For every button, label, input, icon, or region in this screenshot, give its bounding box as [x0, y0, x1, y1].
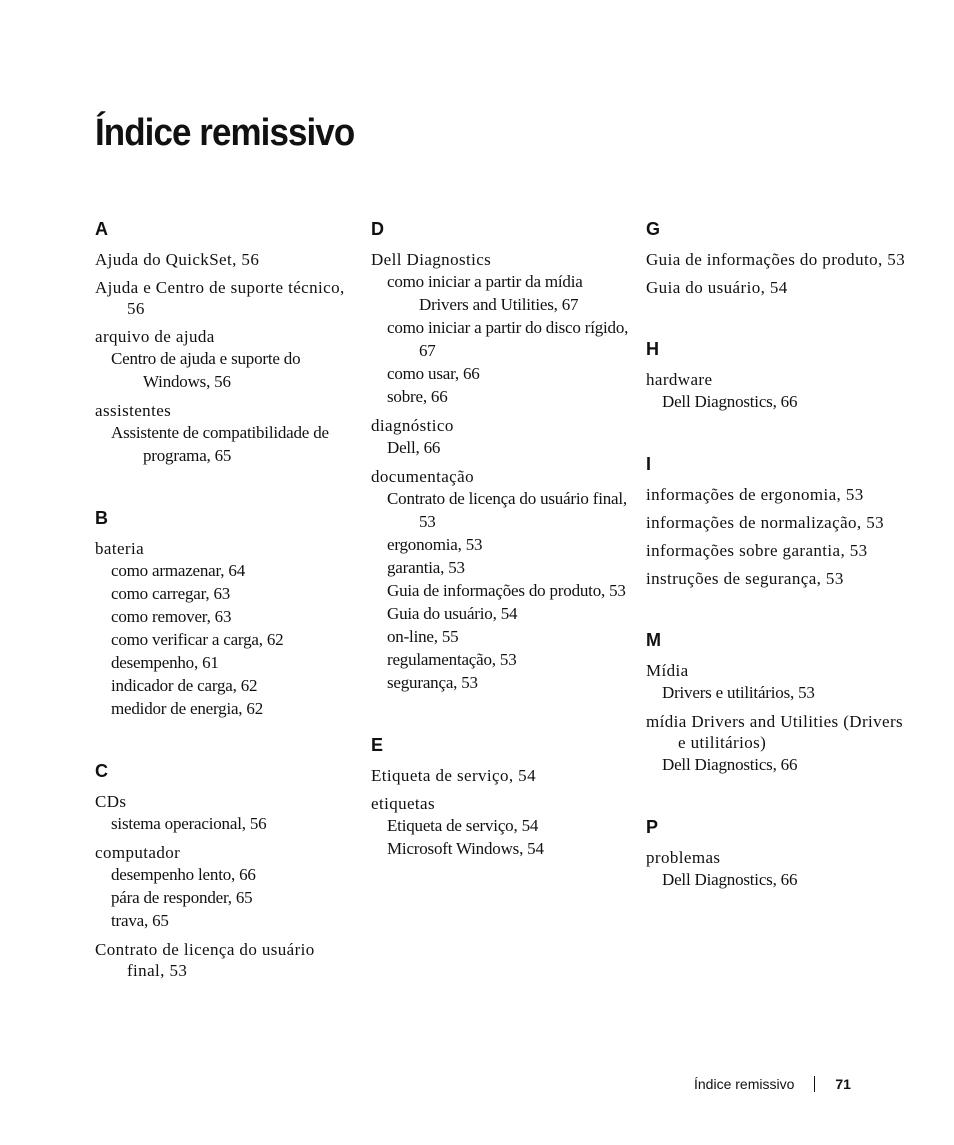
index-subentry: trava, 65 — [111, 911, 169, 930]
section-letter: P — [646, 817, 659, 837]
index-subentry: Guia de informações do produto, 53 — [387, 581, 626, 600]
index-subentry: como remover, 63 — [111, 607, 232, 626]
section-letter: A — [95, 219, 108, 239]
section-letter: D — [371, 219, 384, 239]
index-subentry: Drivers e utilitários, 53 — [662, 683, 815, 702]
index-subentry: garantia, 53 — [387, 558, 465, 577]
index-subentry: Microsoft Windows, 54 — [387, 839, 544, 858]
index-section-c — [95, 760, 357, 981]
index-term: documentação — [371, 467, 474, 486]
index-subentry: Assistente de compatibilidade de programa, 65 — [111, 423, 329, 465]
index-section-p — [646, 816, 908, 891]
index-subentry: como carregar, 63 — [111, 584, 231, 603]
index-subentry: desempenho lento, 66 — [111, 865, 256, 884]
section-letter: M — [646, 630, 661, 650]
page-number: 71 — [835, 1076, 851, 1092]
page-title: Índice remissivo — [95, 112, 355, 154]
index-section-d — [371, 218, 633, 694]
index-subentry: Dell Diagnostics, 66 — [662, 755, 798, 774]
index-term: Ajuda e Centro de suporte técnico, 56 — [95, 278, 345, 318]
page-footer — [694, 1076, 851, 1092]
index-subentry: Dell Diagnostics, 66 — [662, 392, 798, 411]
index-term: informações de ergonomia, 53 — [646, 485, 864, 504]
index-subentry: como iniciar a partir da mídia Drivers and Utilities, 67 — [387, 272, 583, 314]
index-subentry: Dell, 66 — [387, 438, 441, 457]
index-subentry: medidor de energia, 62 — [111, 699, 264, 718]
index-section-g — [646, 218, 908, 298]
index-subentry: segurança, 53 — [387, 673, 478, 692]
index-subentry: Guia do usuário, 54 — [387, 604, 518, 623]
index-term: mídia Drivers and Utilities (Drivers e utilitários) — [646, 712, 904, 752]
index-term: instruções de segurança, 53 — [646, 569, 844, 588]
index-entry — [646, 484, 908, 505]
index-entry — [371, 415, 633, 459]
index-entry — [646, 277, 908, 298]
index-entry — [646, 540, 908, 561]
index-subentry: como armazenar, 64 — [111, 561, 246, 580]
section-letter: I — [646, 454, 652, 474]
index-subentry: ergonomia, 53 — [387, 535, 483, 554]
index-column-2 — [371, 218, 633, 900]
section-letter: G — [646, 219, 661, 239]
index-term: Guia de informações do produto, 53 — [646, 250, 906, 269]
index-entry — [646, 711, 908, 776]
section-letter: C — [95, 761, 108, 781]
index-section-b — [95, 507, 357, 720]
index-subentry: indicador de carga, 62 — [111, 676, 258, 695]
footer-divider — [814, 1076, 815, 1092]
index-subentry: como usar, 66 — [387, 364, 480, 383]
index-subentry: pára de responder, 65 — [111, 888, 253, 907]
index-term: etiquetas — [371, 794, 436, 813]
index-entry — [95, 400, 357, 467]
index-entry — [371, 765, 633, 786]
index-term: Mídia — [646, 661, 689, 680]
index-entry — [95, 842, 357, 932]
index-term: Ajuda do QuickSet, 56 — [95, 250, 260, 269]
section-letter: B — [95, 508, 108, 528]
index-section-h — [646, 338, 908, 413]
index-entry — [646, 568, 908, 589]
index-subentry: Contrato de licença do usuário final, 53 — [387, 489, 627, 531]
footer-section-title: Índice remissivo — [694, 1076, 795, 1092]
index-entry — [95, 249, 357, 270]
index-term: informações sobre garantia, 53 — [646, 541, 868, 560]
index-term: Etiqueta de serviço, 54 — [371, 766, 536, 785]
index-subentry: on-line, 55 — [387, 627, 459, 646]
index-entry — [95, 326, 357, 393]
index-term: assistentes — [95, 401, 172, 420]
index-entry — [646, 249, 908, 270]
section-letter: E — [371, 735, 384, 755]
index-column-1 — [95, 218, 357, 1021]
index-term: Dell Diagnostics — [371, 250, 492, 269]
index-term: Guia do usuário, 54 — [646, 278, 788, 297]
index-term: hardware — [646, 370, 713, 389]
index-term: diagnóstico — [371, 416, 454, 435]
index-entry — [95, 939, 357, 981]
index-entry — [95, 538, 357, 720]
index-subentry: como iniciar a partir do disco rígido, 67 — [387, 318, 629, 360]
index-section-a — [95, 218, 357, 467]
index-term: Contrato de licença do usuário final, 53 — [95, 940, 315, 980]
index-entry — [371, 466, 633, 694]
index-subentry: regulamentação, 53 — [387, 650, 517, 669]
index-entry — [95, 277, 357, 319]
index-section-i — [646, 453, 908, 589]
index-column-3 — [646, 218, 908, 931]
index-term: bateria — [95, 539, 145, 558]
index-subentry: sobre, 66 — [387, 387, 448, 406]
index-term: arquivo de ajuda — [95, 327, 215, 346]
index-entry — [646, 847, 908, 891]
index-entry — [95, 791, 357, 835]
index-subentry: desempenho, 61 — [111, 653, 219, 672]
index-entry — [371, 793, 633, 860]
index-subentry: sistema operacional, 56 — [111, 814, 267, 833]
index-entry — [646, 512, 908, 533]
index-section-m — [646, 629, 908, 776]
index-term: informações de normalização, 53 — [646, 513, 885, 532]
section-letter: H — [646, 339, 659, 359]
index-entry — [646, 369, 908, 413]
index-entry — [646, 660, 908, 704]
index-term: problemas — [646, 848, 721, 867]
index-term: computador — [95, 843, 181, 862]
index-subentry: Etiqueta de serviço, 54 — [387, 816, 539, 835]
index-term: CDs — [95, 792, 127, 811]
index-section-e — [371, 734, 633, 860]
index-entry — [371, 249, 633, 408]
index-subentry: Dell Diagnostics, 66 — [662, 870, 798, 889]
index-subentry: Centro de ajuda e suporte do Windows, 56 — [111, 349, 301, 391]
index-subentry: como verificar a carga, 62 — [111, 630, 284, 649]
